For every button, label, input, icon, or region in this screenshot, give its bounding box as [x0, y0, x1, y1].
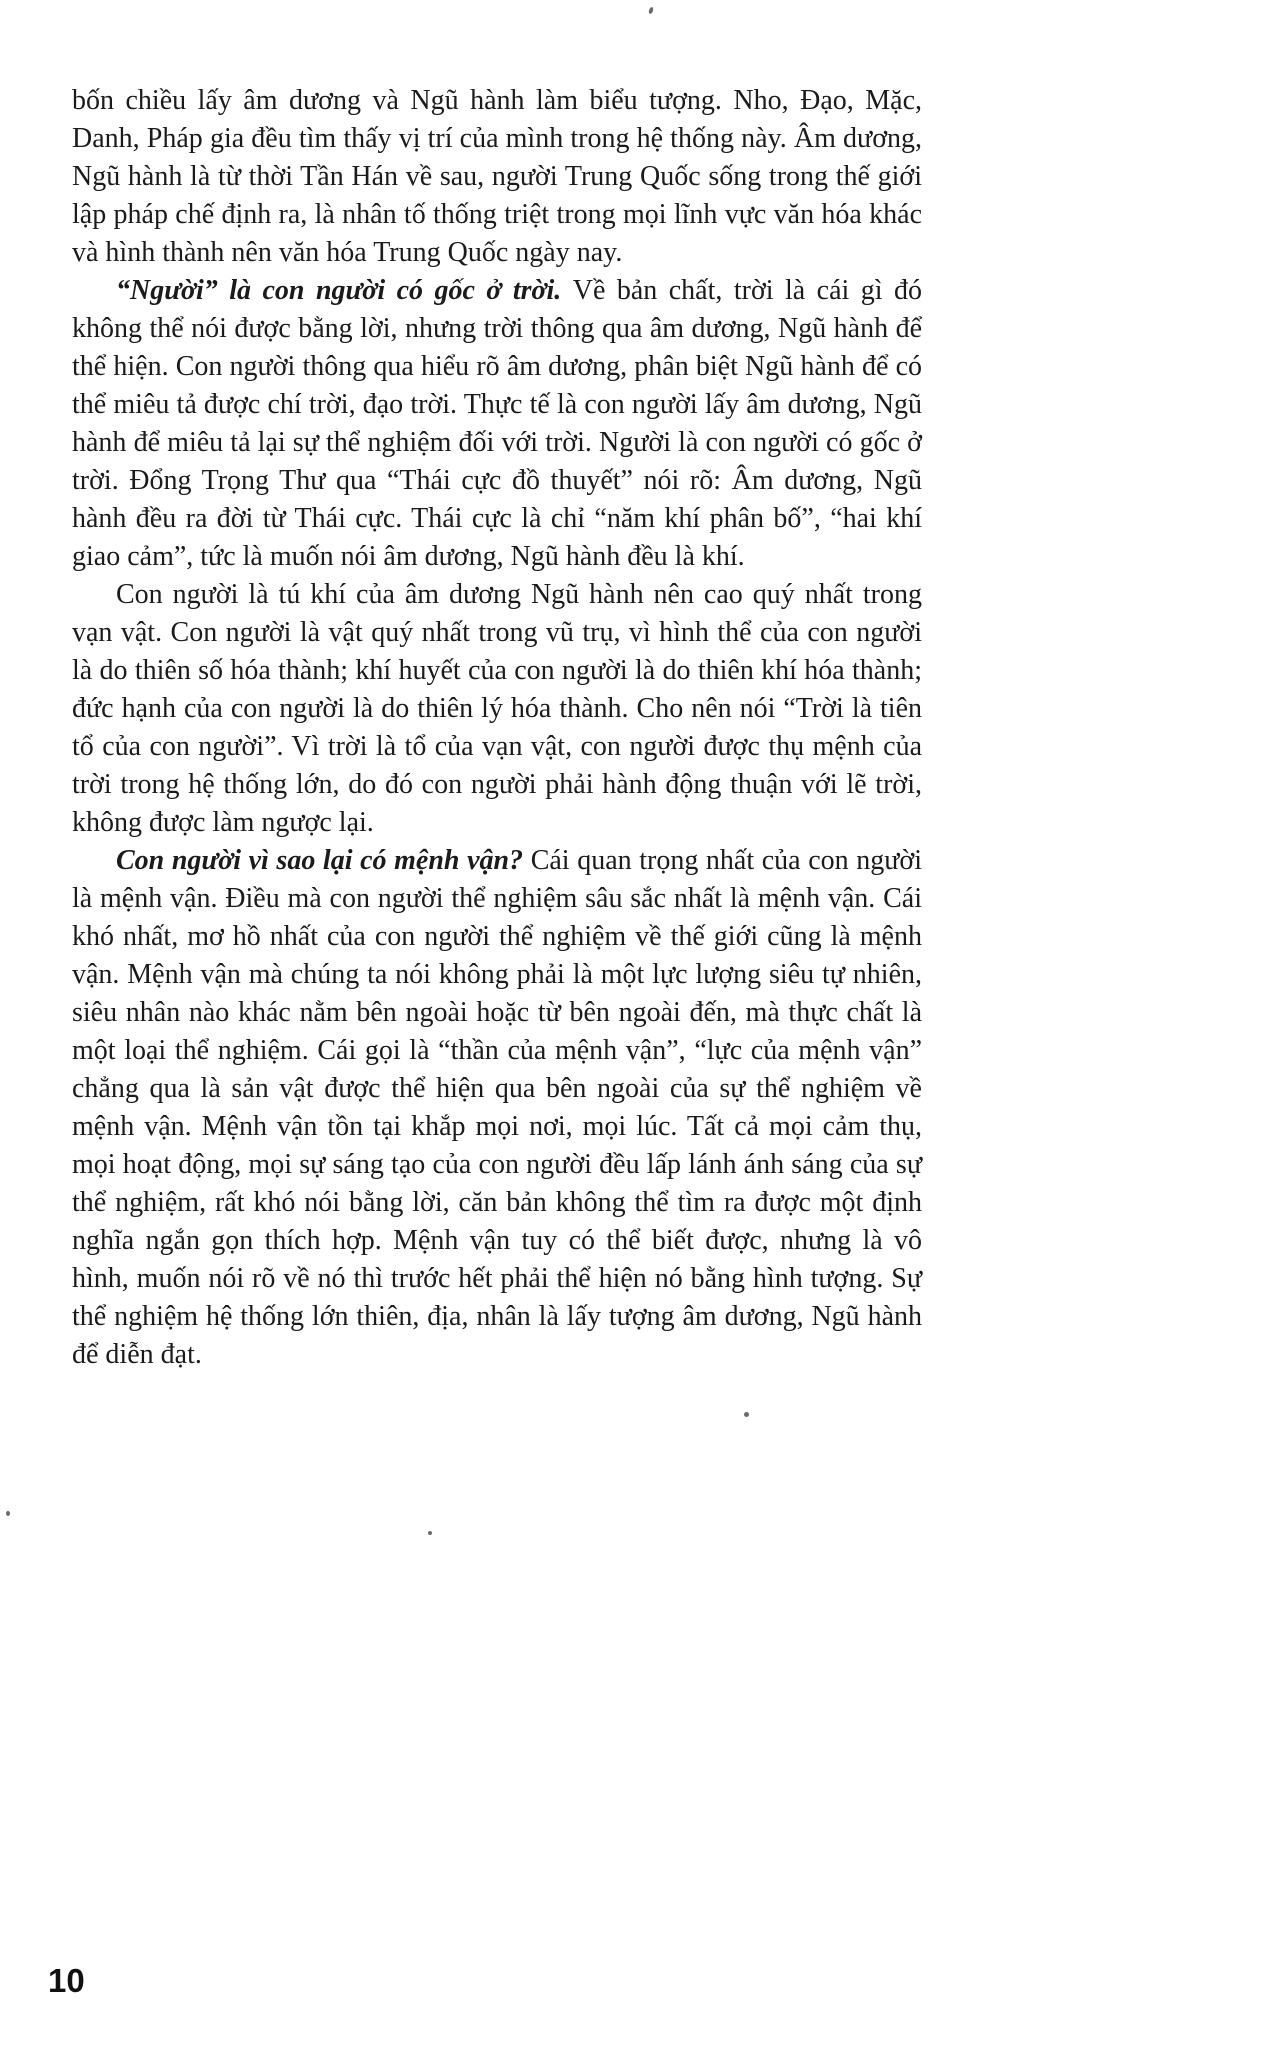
text-run: Con người là tú khí của âm dương Ngũ hành nên cao quý nhất trong vạn vật. Con người là vật quý nhất trong vũ trụ, vì hình thể của con người là do thiên số hóa thành; khí huyết của con người là do thiên khí hóa thành; đức hạnh của con người là do thiên lý hóa thành. Cho nên nói “Trời là tiên tổ của con người”. Vì trời là tổ của vạn vật, con người được thụ mệnh của trời trong hệ thống lớn, do đó con người phải hành động thuận với lẽ trời, không được làm ngược lại.	[72, 579, 922, 838]
page-number: 10	[48, 1962, 85, 1999]
paragraph	[72, 842, 922, 1374]
scan-artifact	[6, 1511, 10, 1516]
text-run: Về bản chất, trời là cái gì đó không thể nói được bằng lời, nhưng trời thông qua âm dương, Ngũ hành để thể hiện. Con người thông qua hiểu rõ âm dương, phân biệt Ngũ hành để có thể miêu tả được chí trời, đạo trời. Thực tế là con người lấy âm dương, Ngũ hành để miêu tả lại sự thể nghiệm đối với trời. Người là con người có gốc ở trời. Đổng Trọng Thư qua “Thái cực đồ thuyết” nói rõ: Âm dương, Ngũ hành đều ra đời từ Thái cực. Thái cực là chỉ “năm khí phân bố”, “hai khí giao cảm”, tức là muốn nói âm dương, Ngũ hành đều là khí.	[72, 275, 922, 572]
paragraph	[72, 576, 922, 842]
text-run: Con người vì sao lại có mệnh vận?	[116, 845, 531, 876]
scan-artifact	[428, 1531, 432, 1535]
paragraph	[72, 82, 922, 272]
text-block	[72, 82, 922, 1374]
scan-artifact	[744, 1412, 749, 1417]
text-run: bốn chiều lấy âm dương và Ngũ hành làm biểu tượng. Nho, Đạo, Mặc, Danh, Pháp gia đều tìm thấy vị trí của mình trong hệ thống này. Âm dương, Ngũ hành là từ thời Tần Hán về sau, người Trung Quốc sống trong thế giới lập pháp chế định ra, là nhân tố thống triệt trong mọi lĩnh vực văn hóa khác và hình thành nên văn hóa Trung Quốc ngày nay.	[72, 85, 922, 268]
text-run: Cái quan trọng nhất của con người là mệnh vận. Điều mà con người thể nghiệm sâu sắc nhất là mệnh vận. Cái khó nhất, mơ hồ nhất của con người thể nghiệm về thế giới cũng là mệnh vận. Mệnh vận mà chúng ta nói không phải là một lực lượng siêu tự nhiên, siêu nhân nào khác nằm bên ngoài hoặc từ bên ngoài đến, mà thực chất là một loại thể nghiệm. Cái gọi là “thần của mệnh vận”, “lực của mệnh vận” chẳng qua là sản vật được thể hiện qua bên ngoài của sự thể nghiệm về mệnh vận. Mệnh vận tồn tại khắp mọi nơi, mọi lúc. Tất cả mọi cảm thụ, mọi hoạt động, mọi sự sáng tạo của con người đều lấp lánh ánh sáng của sự thể nghiệm, rất khó nói bằng lời, căn bản không thể tìm ra được một định nghĩa ngắn gọn thích hợp. Mệnh vận tuy có thể biết được, nhưng là vô hình, muốn nói rõ về nó thì trước hết phải thể hiện nó bằng hình tượng. Sự thể nghiệm hệ thống lớn thiên, địa, nhân là lấy tượng âm dương, Ngũ hành để diễn đạt.	[72, 845, 923, 1370]
scan-artifact	[648, 7, 654, 15]
paragraph	[72, 272, 922, 576]
text-run: “Người” là con người có gốc ở trời.	[116, 275, 573, 306]
